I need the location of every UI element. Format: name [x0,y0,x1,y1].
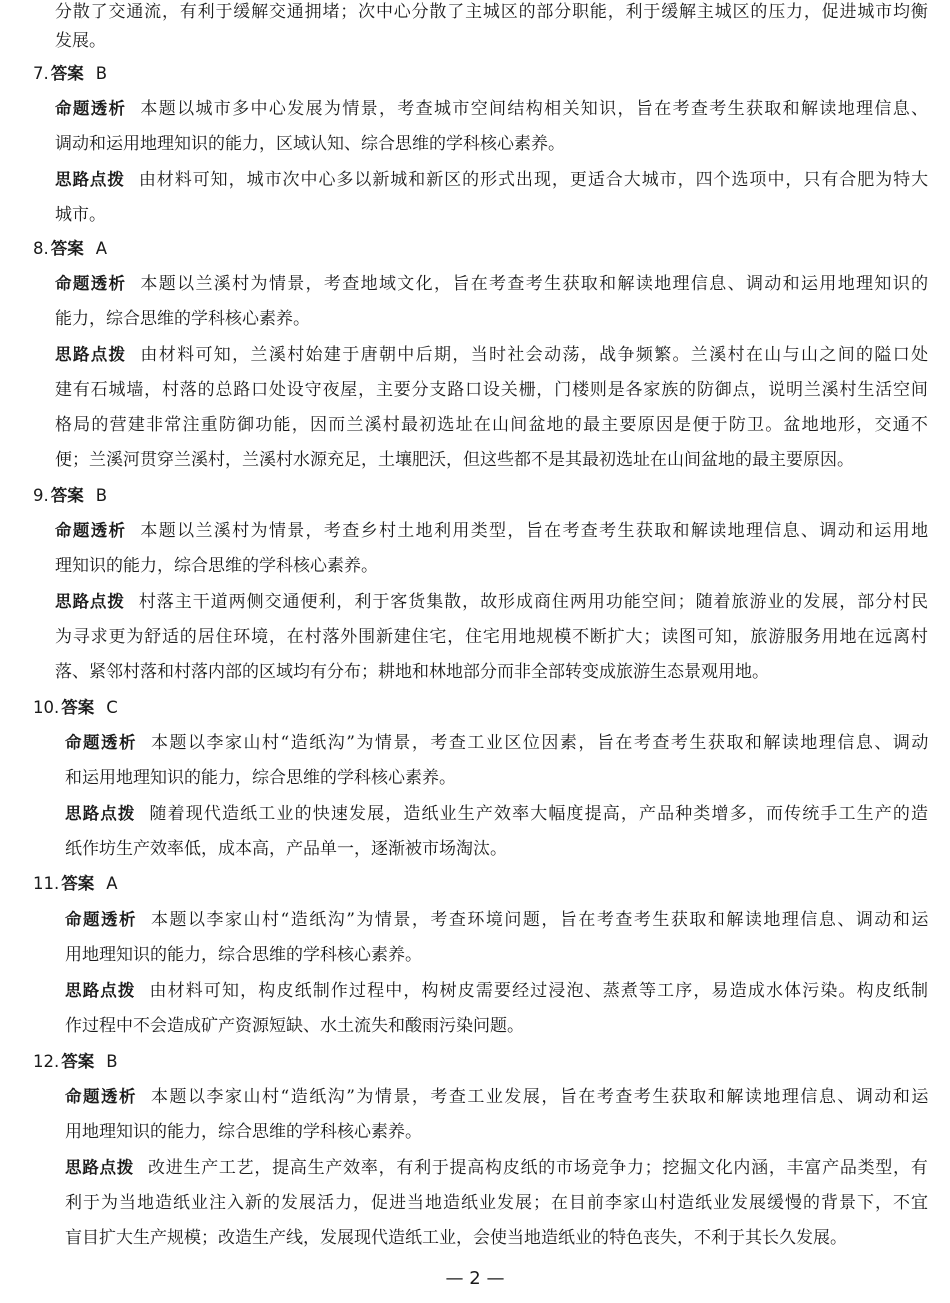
q7-hint-line-1 [55,168,929,192]
q8-hint-line-2: 建有石城墙，村落的总路口处设守夜屋，主要分支路口设关栅，门楼则是各家族的防御点，说明兰溪村生活空间 [55,380,929,400]
q7-answer-row [33,62,107,86]
q9-analysis-line-2: 理知识的能力，综合思维的学科核心素养。 [55,556,378,576]
answer-value: A [95,239,108,258]
q11-analysis-line-1 [65,908,930,932]
question-number: 10. [33,698,60,717]
answer-label: 答案 [50,239,84,258]
q8-hint-line-3: 格局的营建非常注重防御功能，因而兰溪村最初选址在山间盆地的最主要原因是便于防卫。盆地地形，交通不 [55,415,930,435]
q10-analysis-line-1 [65,731,930,755]
analysis-label: 命题透析 [55,274,127,293]
answer-label: 答案 [50,64,84,83]
question-number: 7. [33,64,49,83]
answer-value: B [106,1052,118,1071]
q12-analysis-line-2: 用地理知识的能力，综合思维的学科核心素养。 [65,1122,422,1142]
hint-label: 思路点拨 [65,804,136,823]
q10-analysis-line-2: 和运用地理知识的能力，综合思维的学科核心素养。 [65,768,456,788]
answer-label: 答案 [61,874,95,893]
analysis-text: 本题以兰溪村为情景，考查乡村土地利用类型，旨在考查考生获取和解读地理信息、调动和运用地 [140,521,930,541]
q8-answer-row [33,237,107,261]
hint-text: 改进生产工艺，提高生产效率，有利于提高构皮纸的市场竞争力；挖掘文化内涵，丰富产品类型，有 [147,1158,929,1178]
q8-analysis-line-1 [55,272,929,296]
q12-hint-line-1 [65,1156,929,1180]
analysis-label: 命题透析 [65,733,137,752]
hint-label: 思路点拨 [55,345,127,364]
hint-label: 思路点拨 [55,170,125,189]
answer-value: C [106,698,118,717]
analysis-label: 命题透析 [65,1087,137,1106]
question-number: 11. [33,874,60,893]
analysis-text: 本题以兰溪村为情景，考查地域文化，旨在考查考生获取和解读地理信息、调动和运用地理知识的 [140,274,930,294]
answer-value: A [106,874,118,893]
q11-analysis-line-2: 用地理知识的能力，综合思维的学科核心素养。 [65,945,422,965]
hint-text: 村落主干道两侧交通便利，利于客货集散，故形成商住两用功能空间；随着旅游业的发展，部分村民 [138,592,930,612]
q12-analysis-line-1 [65,1085,930,1109]
intro-line-2: 发展。 [55,31,106,51]
analysis-label: 命题透析 [55,99,127,118]
q11-hint-line-2: 作过程中不会造成矿产资源短缺、水土流失和酸雨污染问题。 [65,1016,524,1036]
q8-hint-line-1 [55,343,929,367]
q11-hint-line-1 [65,979,929,1003]
q7-hint-line-2: 城市。 [55,205,106,225]
q12-answer-row [33,1050,118,1074]
q10-hint-line-2: 纸作坊生产效率低，成本高，产品单一，逐渐被市场淘汰。 [65,839,507,859]
analysis-label: 命题透析 [65,910,137,929]
question-number: 8. [33,239,49,258]
q9-hint-line-2: 为寻求更为舒适的居住环境，在村落外围新建住宅，住宅用地规模不断扩大；读图可知，旅游服务用地在远离村 [55,627,929,647]
analysis-label: 命题透析 [55,521,127,540]
q10-hint-line-1 [65,802,929,826]
hint-label: 思路点拨 [55,592,125,611]
q9-hint-line-1 [55,590,929,614]
q8-analysis-line-2: 能力，综合思维的学科核心素养。 [55,309,310,329]
analysis-text: 本题以李家山村“造纸沟”为情景，考查工业区位因素，旨在考查考生获取和解读地理信息、调动 [151,733,930,753]
hint-label: 思路点拨 [65,1158,134,1177]
answer-value: B [95,486,108,505]
q9-answer-row [33,484,107,508]
question-number: 12. [33,1052,60,1071]
hint-text: 随着现代造纸工业的快速发展，造纸业生产效率大幅度提高，产品种类增多，而传统手工生产的造 [149,804,930,824]
answer-label: 答案 [50,486,84,505]
q12-hint-line-2: 利于为当地造纸业注入新的发展活力，促进当地造纸业发展；在目前李家山村造纸业发展缓慢的背景下，不宜 [65,1193,929,1213]
answer-label: 答案 [61,1052,95,1071]
q10-answer-row [33,696,118,720]
q7-analysis-line-1 [55,97,929,121]
question-number: 9. [33,486,49,505]
q12-hint-line-3: 盲目扩大生产规模；改造生产线，发展现代造纸工业，会使当地造纸业的特色丧失，不利于其长久发展。 [65,1228,847,1248]
analysis-text: 本题以李家山村“造纸沟”为情景，考查环境问题，旨在考查考生获取和解读地理信息、调动和运 [151,910,930,930]
intro-line-1: 分散了交通流，有利于缓解交通拥堵；次中心分散了主城区的部分职能，利于缓解主城区的压力，促进城市均衡 [55,2,929,22]
q11-answer-row [33,872,118,896]
analysis-text: 本题以李家山村“造纸沟”为情景，考查工业发展，旨在考查考生获取和解读地理信息、调动和运 [151,1087,930,1107]
page-number: — 2 — [445,1268,505,1289]
q8-hint-line-4: 便；兰溪河贯穿兰溪村，兰溪村水源充足，土壤肥沃，但这些都不是其最初选址在山间盆地的最主要原因。 [55,450,854,470]
q9-analysis-line-1 [55,519,929,543]
answer-label: 答案 [61,698,95,717]
hint-text: 由材料可知，城市次中心多以新城和新区的形式出现，更适合大城市，四个选项中，只有合肥为特大 [138,170,930,190]
answer-value: B [95,64,108,83]
q7-analysis-line-2: 调动和运用地理知识的能力，区域认知、综合思维的学科核心素养。 [55,134,565,154]
hint-text: 由材料可知，兰溪村始建于唐朝中后期，当时社会动荡，战争频繁。兰溪村在山与山之间的隘口处 [140,345,930,365]
hint-label: 思路点拨 [65,981,136,1000]
hint-text: 由材料可知，构皮纸制作过程中，构树皮需要经过浸泡、蒸煮等工序，易造成水体污染。构皮纸制 [149,981,930,1001]
analysis-text: 本题以城市多中心发展为情景，考查城市空间结构相关知识，旨在考查考生获取和解读地理信息、 [140,99,930,119]
q9-hint-line-3: 落、紧邻村落和村落内部的区域均有分布；耕地和林地部分而非全部转变成旅游生态景观用地。 [55,662,769,682]
